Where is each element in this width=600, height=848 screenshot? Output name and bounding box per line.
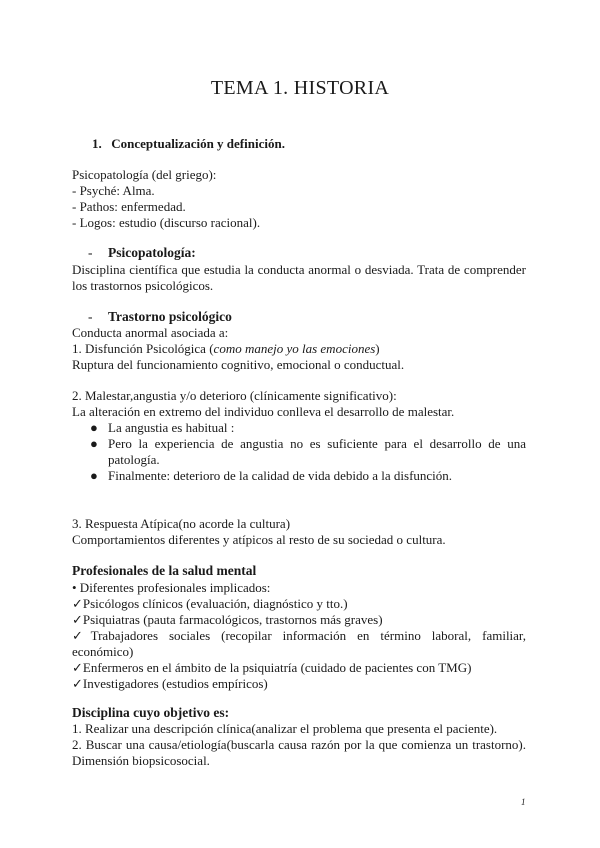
list-item-text: La angustia es habitual : — [108, 420, 235, 435]
dash-marker: - — [88, 309, 93, 324]
psicopatologia-heading — [88, 245, 196, 261]
item1-title — [72, 341, 380, 357]
item1-desc: Ruptura del funcionamiento cognitivo, emocional o conductual. — [72, 357, 405, 372]
item1-italic: como manejo yo las emociones — [213, 341, 376, 356]
section-number: 1. — [92, 136, 102, 151]
list-item: ✓Enfermeros en el ámbito de la psiquiatría (cuidado de pacientes con TMG) — [72, 660, 472, 675]
bullet-icon: ● — [90, 468, 98, 483]
trastorno-intro: Conducta anormal asociada a: — [72, 325, 229, 340]
dash-marker: - — [88, 245, 93, 260]
section-label: Conceptualización y definición. — [111, 136, 285, 151]
list-item: ✓Psicólogos clínicos (evaluación, diagnóstico y tto.) — [72, 596, 348, 611]
intro-line: Psicopatología (del griego): — [72, 167, 217, 182]
list-item — [88, 420, 526, 436]
page-title: TEMA 1. HISTORIA — [210, 77, 390, 99]
list-item: ✓Trabajadores sociales (recopilar información en término laboral, familiar, económico) — [72, 628, 526, 659]
profesionales-intro: • Diferentes profesionales implicados: — [72, 580, 271, 595]
bullet-list — [88, 420, 526, 484]
list-item-text: Pero la experiencia de angustia no es suficiente para el desarrollo de una patología. — [108, 436, 526, 467]
list-item-text: Finalmente: deterioro de la calidad de vida debido a la disfunción. — [108, 468, 453, 483]
bullet-icon: ● — [90, 420, 98, 435]
item1-suffix: ) — [375, 341, 380, 356]
profesionales-heading: Profesionales de la salud mental — [72, 563, 257, 578]
intro-line: - Logos: estudio (discurso racional). — [72, 215, 261, 230]
psicopatologia-text: Disciplina científica que estudia la conducta anormal o desviada. Trata de comprender los trastornos psicológicos. — [72, 262, 526, 293]
list-item — [88, 468, 526, 484]
item3-desc: Comportamientos diferentes y atípicos al resto de su sociedad o cultura. — [72, 532, 446, 547]
item3-title: 3. Respuesta Atípica(no acorde la cultura) — [72, 516, 291, 531]
trastorno-title: Trastorno psicológico — [108, 309, 232, 324]
item2-desc: La alteración en extremo del individuo conlleva el desarrollo de malestar. — [72, 404, 455, 419]
section-heading — [92, 136, 285, 152]
intro-line: - Psyché: Alma. — [72, 183, 155, 198]
bullet-icon: ● — [90, 436, 98, 451]
list-item: 1. Realizar una descripción clínica(analizar el problema que presenta el paciente). — [72, 721, 498, 736]
list-item: 2. Buscar una causa/etiología(buscarla causa razón por la que comienza un trastorno). Dimensión biopsicosocial. — [72, 737, 526, 768]
disciplina-heading: Disciplina cuyo objetivo es: — [72, 705, 230, 720]
psicopatologia-title: Psicopatología: — [108, 245, 196, 260]
list-item: ✓Psiquiatras (pauta farmacológicos, trastornos más graves) — [72, 612, 383, 627]
page-number: 1 — [521, 797, 526, 807]
item1-prefix: 1. Disfunción Psicológica ( — [72, 341, 214, 356]
trastorno-heading — [88, 309, 232, 325]
item2-title: 2. Malestar,angustia y/o deterioro (clínicamente significativo): — [72, 388, 397, 403]
list-item — [88, 436, 526, 468]
intro-line: - Pathos: enfermedad. — [72, 199, 186, 214]
list-item: ✓Investigadores (estudios empíricos) — [72, 676, 268, 691]
